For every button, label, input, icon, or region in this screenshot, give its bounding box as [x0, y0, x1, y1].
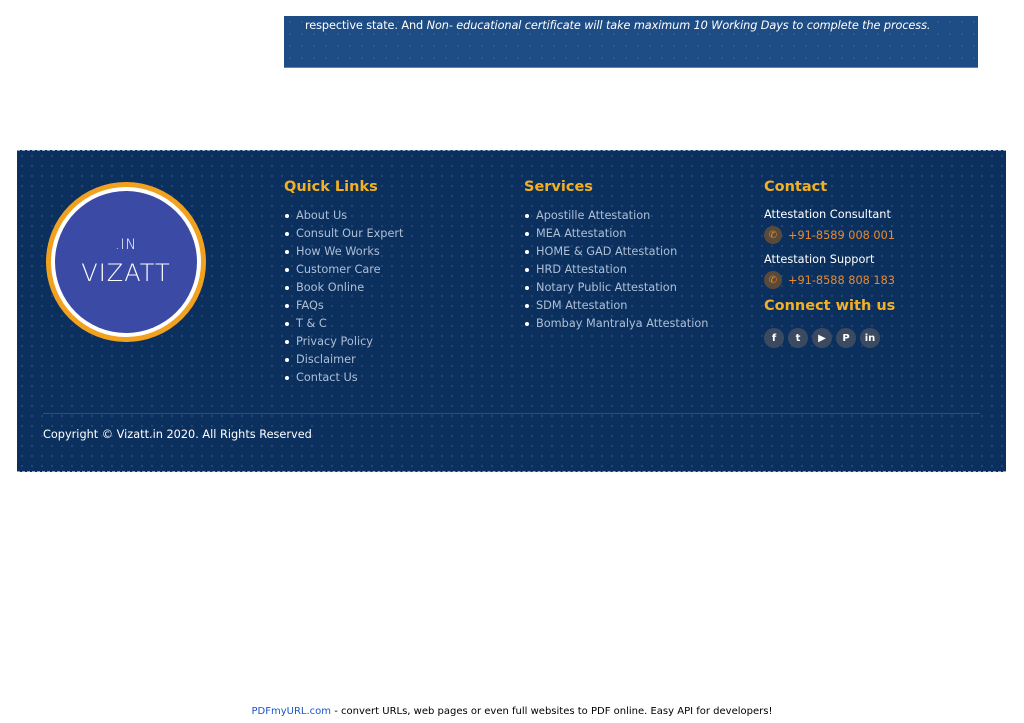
- consultant-phone-link[interactable]: +91-8589 008 001: [788, 228, 895, 242]
- service-bombay-mantralya[interactable]: Bombay Mantralya Attestation: [524, 315, 708, 333]
- logo-domain-text: .IN: [114, 237, 138, 253]
- quick-link-consult-expert[interactable]: Consult Our Expert: [284, 225, 403, 243]
- services-title: Services: [524, 179, 593, 195]
- quick-link-how-we-works[interactable]: How We Works: [284, 243, 403, 261]
- pdf-watermark: [0, 706, 1024, 717]
- contact-column: [764, 179, 994, 348]
- quick-link-customer-care[interactable]: Customer Care: [284, 261, 403, 279]
- service-home-gad[interactable]: HOME & GAD Attestation: [524, 243, 708, 261]
- consultant-label: Attestation Consultant: [764, 208, 891, 221]
- quick-links-list: [284, 207, 403, 387]
- copyright-text: Copyright © Vizatt.in 2020. All Rights Reserved: [43, 428, 312, 441]
- support-phone-link[interactable]: +91-8588 808 183: [788, 273, 895, 287]
- pinterest-icon[interactable]: P: [836, 328, 856, 348]
- service-sdm[interactable]: SDM Attestation: [524, 297, 708, 315]
- service-apostille[interactable]: Apostille Attestation: [524, 207, 708, 225]
- quick-link-faqs[interactable]: FAQs: [284, 297, 403, 315]
- quick-links-column: [284, 179, 403, 387]
- quick-link-privacy-policy[interactable]: Privacy Policy: [284, 333, 403, 351]
- quick-link-book-online[interactable]: Book Online: [284, 279, 403, 297]
- quick-link-contact-us[interactable]: Contact Us: [284, 369, 403, 387]
- vizatt-logo[interactable]: [46, 182, 206, 342]
- quick-link-about-us[interactable]: About Us: [284, 207, 403, 225]
- notice-text: [305, 19, 968, 32]
- services-column: [524, 179, 708, 333]
- footer-divider: [43, 413, 980, 414]
- logo-brand-text: VIZATT: [81, 259, 171, 287]
- quick-links-title: Quick Links: [284, 179, 378, 195]
- facebook-icon[interactable]: f: [764, 328, 784, 348]
- youtube-icon[interactable]: ▶: [812, 328, 832, 348]
- contact-title: Contact: [764, 179, 828, 195]
- support-label: Attestation Support: [764, 253, 875, 266]
- logo-inner-circle: [55, 191, 197, 333]
- services-list: [524, 207, 708, 333]
- pdfmyurl-link[interactable]: PDFmyURL.com: [251, 706, 332, 717]
- site-footer: [17, 150, 1006, 472]
- notice-banner: [284, 16, 978, 68]
- phone-icon: ✆: [764, 226, 782, 244]
- connect-title: Connect with us: [764, 298, 896, 314]
- quick-link-disclaimer[interactable]: Disclaimer: [284, 351, 403, 369]
- service-notary-public[interactable]: Notary Public Attestation: [524, 279, 708, 297]
- support-phone-row[interactable]: [764, 270, 994, 290]
- linkedin-icon[interactable]: in: [860, 328, 880, 348]
- quick-link-terms[interactable]: T & C: [284, 315, 403, 333]
- twitter-icon[interactable]: t: [788, 328, 808, 348]
- social-links: [764, 328, 994, 348]
- notice-text-plain: respective state. And: [305, 19, 427, 32]
- service-hrd[interactable]: HRD Attestation: [524, 261, 708, 279]
- notice-text-italic: Non- educational certificate will take maximum 10 Working Days to complete the process.: [426, 19, 931, 32]
- pdf-note-text: - convert URLs, web pages or even full websites to PDF online. Easy API for developers!: [331, 706, 773, 717]
- service-mea[interactable]: MEA Attestation: [524, 225, 708, 243]
- consultant-phone-row[interactable]: [764, 225, 994, 245]
- phone-icon: ✆: [764, 271, 782, 289]
